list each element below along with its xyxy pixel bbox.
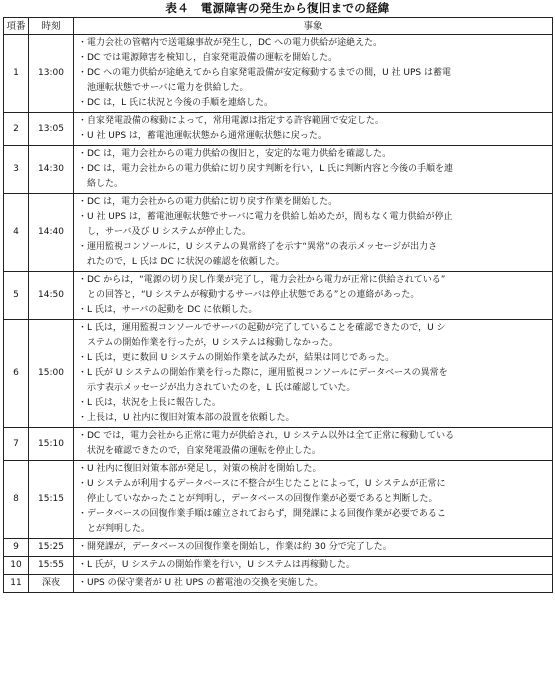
- event-line: れたので，L 氏は DC に状況の確認を依頼した。: [78, 257, 285, 267]
- table-row: [4, 320, 553, 428]
- table-title: 表４ 電源障害の発生から復旧までの経緯: [165, 1, 390, 15]
- event-time: 15:00: [29, 320, 74, 428]
- event-time: 15:25: [29, 539, 74, 557]
- header-row: [4, 18, 553, 35]
- event-line: ・DC は，電力会社からの電力供給に切り戻す作業を開始した。: [78, 197, 338, 207]
- header-event: 事象: [74, 18, 553, 35]
- event-line: ・L 氏は，更に数回 U システムの開始作業を試みたが，結果は同じであった。: [78, 353, 395, 363]
- event-line: ・U 社 UPS は，蓄電池運転状態でサーバに電力を供給し始めたが，間もなく電力供給が停止: [78, 212, 453, 222]
- event-line: 池運転状態でサーバに電力を供給した。: [78, 83, 249, 93]
- header-item-no: 項番: [4, 18, 29, 35]
- table-row: [4, 194, 553, 272]
- event-time: 15:10: [29, 428, 74, 461]
- event-description: [74, 428, 553, 461]
- event-line: 停止していなかったことが判明し，データベースの回復作業が必要であると判断した。: [78, 494, 438, 504]
- event-line: し，サーバ及び U システムが停止した。: [78, 227, 251, 237]
- item-number: 9: [4, 539, 29, 557]
- event-time: 14:50: [29, 272, 74, 320]
- event-line: ・自家発電設備の稼動によって，常用電源は指定する許容範囲で安定した。: [78, 116, 384, 126]
- event-line: ・DC は，L 氏に状況と今後の手順を連絡した。: [78, 98, 273, 108]
- event-line: ・DC では，電力会社から正常に電力が供給され，U システム以外は全て正常に稼動している: [78, 431, 455, 441]
- item-number: 8: [4, 461, 29, 539]
- item-number: 3: [4, 146, 29, 194]
- event-description: [74, 461, 553, 539]
- event-description: [74, 575, 553, 593]
- event-line: ・開発課が，データベースの回復作業を開始し，作業は約 30 分で完了した。: [78, 542, 392, 552]
- header-time: 時刻: [29, 18, 74, 35]
- event-time: 14:30: [29, 146, 74, 194]
- item-number: 11: [4, 575, 29, 593]
- event-line: ・上長は，U 社内に復旧対策本部の設置を依頼した。: [78, 413, 295, 423]
- event-line: ・U システムが利用するデータベースに不整合が生じたことによって，U システムが正常に: [78, 479, 446, 489]
- event-line: 絡した。: [78, 179, 124, 189]
- item-number: 4: [4, 194, 29, 272]
- event-line: ・DC では電源障害を検知し，自家発電設備の運転を開始した。: [78, 53, 338, 63]
- table-body: [4, 35, 553, 593]
- incident-timeline-table: [3, 17, 553, 593]
- event-description: [74, 113, 553, 146]
- item-number: 7: [4, 428, 29, 461]
- event-line: ・UPS の保守業者が U 社 UPS の蓄電池の交換を実施した。: [78, 578, 324, 588]
- table-row: [4, 272, 553, 320]
- event-line: ・DC からは，“電源の切り戻し作業が完了し，電力会社から電力が正常に供給されている”: [78, 275, 446, 285]
- event-description: [74, 146, 553, 194]
- table-row: [4, 113, 553, 146]
- event-description: [74, 539, 553, 557]
- event-line: ・L 氏は，サーバの起動を DC に依頼した。: [78, 305, 258, 315]
- table-row: [4, 575, 553, 593]
- event-line: ・L 氏が，U システムの開始作業を行い，U システムは再稼動した。: [78, 560, 355, 570]
- event-time: 13:05: [29, 113, 74, 146]
- event-description: [74, 557, 553, 575]
- event-line: ・L 氏は，状況を上長に報告した。: [78, 398, 221, 408]
- event-time: 13:00: [29, 35, 74, 113]
- table-row: [4, 146, 553, 194]
- event-line: 示す表示メッセージが出力されていたのを，L 氏は確認していた。: [78, 383, 356, 393]
- event-line: との回答と，“U システムが稼動するサーバは停止状態である”との連絡があった。: [78, 290, 420, 300]
- event-line: ・L 氏が U システムの開始作業を行った際に，運用監視コンソールにデータベースの異常を: [78, 368, 448, 378]
- event-line: ・U 社内に復旧対策本部が発足し，対策の検討を開始した。: [78, 464, 322, 474]
- event-line: ・L 氏は，運用監視コンソールでサーバの起動が完了していることを確認できたので，U シ: [78, 323, 446, 333]
- event-line: ・U 社 UPS は，蓄電池運転状態から通常運転状態に戻った。: [78, 131, 327, 141]
- event-line: ・運用監視コンソールに，U システムの異常終了を示す“異常”の表示メッセージが出力さ: [78, 242, 438, 252]
- event-line: ・DC は，電力会社からの電力供給に切り戻す判断を行い，L 氏に判断内容と今後の手順を連: [78, 164, 453, 174]
- event-description: [74, 272, 553, 320]
- event-line: ステムの開始作業を行ったが，U システムは稼動しなかった。: [78, 338, 338, 348]
- table-row: [4, 539, 553, 557]
- table-row: [4, 35, 553, 113]
- event-time: 14:40: [29, 194, 74, 272]
- event-time: 15:55: [29, 557, 74, 575]
- item-number: 10: [4, 557, 29, 575]
- event-time: 深夜: [29, 575, 74, 593]
- event-description: [74, 194, 553, 272]
- event-line: とが判明した。: [78, 524, 151, 534]
- table-row: [4, 557, 553, 575]
- table-row: [4, 428, 553, 461]
- event-line: ・電力会社の管轄内で送電線事故が発生し，DC への電力供給が途絶えた。: [78, 38, 383, 48]
- item-number: 6: [4, 320, 29, 428]
- event-line: ・DC への電力供給が途絶えてから自家発電設備が安定稼動するまでの間，U 社 UPS は蓄電: [78, 68, 451, 78]
- event-time: 15:15: [29, 461, 74, 539]
- event-line: ・DC は，電力会社からの電力供給の復旧と，安定的な電力供給を確認した。: [78, 149, 392, 159]
- event-line: 状況を確認できたので，自家発電設備の運転を停止した。: [78, 446, 321, 456]
- event-line: ・データベースの回復作業手順は確立されておらず，開発課による回復作業が必要であるこ: [78, 509, 446, 519]
- item-number: 1: [4, 35, 29, 113]
- event-description: [74, 320, 553, 428]
- table-row: [4, 461, 553, 539]
- item-number: 2: [4, 113, 29, 146]
- item-number: 5: [4, 272, 29, 320]
- event-description: [74, 35, 553, 113]
